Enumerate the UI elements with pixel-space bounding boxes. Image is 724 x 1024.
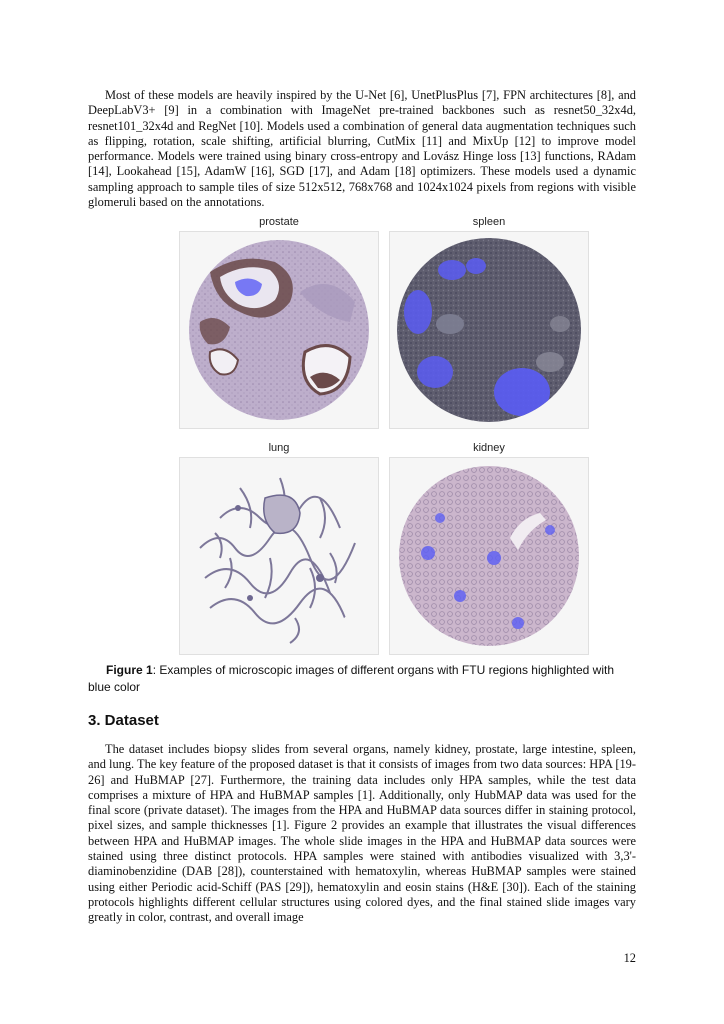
page-number: 12 [623, 951, 636, 965]
section-heading: 3. Dataset [88, 712, 159, 729]
lung-image [179, 457, 379, 655]
intro-paragraph: Most of these models are heavily inspired by the U-Net [6], UnetPlusPlus [7], FPN architectures [8], and DeepLabV3+ [9] in a combination with ImageNet pre-trained backbones such as resnet50_32x4d, resnet101_32x4d and RegNet [10]. Models used a combination of general data augmentation techniques such as flipping, rotation, scale shifting, artificial blurring, CutMix [11] and MixUp [12] to improve model performance. Models were trained using binary cross-entropy and Lovász Hinge loss [13] functions, RAdam [14], Lookahead [15], AdamW [16], SGD [17], and Adam [18] optimizers. These models used a dynamic sampling approach to sample tiles of size 512x512, 768x768 and 1024x1024 pixels from regions with visible glomeruli based on the annotations. [88, 88, 636, 210]
panel-label-kidney: kidney [473, 442, 505, 454]
figure-caption-text: : Examples of microscopic images of different organs with FTU regions highlighted with blue color [88, 663, 615, 694]
panel-label-spleen: spleen [472, 216, 506, 228]
prostate-tissue-core [180, 232, 378, 428]
lung-tissue-core [180, 458, 378, 654]
spleen-image [389, 231, 589, 429]
dataset-paragraph: The dataset includes biopsy slides from several organs, namely kidney, prostate, large intestine, spleen, and lung. The key feature of the proposed dataset is that it consists of images from two data sources: HPA [19-26] and HuBMAP [27]. Furthermore, the training data includes only HPA samples, while the test data comprises a mixture of HPA and HuBMAP samples [1]. Additionally, only HubMAP data was used for the final score (private dataset). The images from the HPA and HuBMAP data sources differ in staining protocol, pixel sizes, and sample thicknesses [1]. Figure 2 provides an example that illustrates the visual differences between HPA and HuBMAP images. The whole slide images in the HPA and HuBMAP data sources were stained using three distinct protocols. HPA samples were stained with antibodies visualized with 3,3'-diaminobenzidine (DAB [28]), counterstained with hematoxylin, whereas HuBMAP samples were stained using either Periodic acid-Schiff (PAS [29]), hematoxylin and eosin stains (H&E [30]). Each of the staining protocols highlights different cellular structures using colored dyes, and the final stained slide images vary greatly in color, contrast, and overall image [88, 742, 636, 925]
spleen-tissue-core [390, 232, 588, 428]
figure-caption-label: Figure 1 [106, 663, 153, 677]
panel-label-prostate: prostate [259, 216, 299, 228]
figure-caption [88, 662, 636, 696]
prostate-image [179, 231, 379, 429]
kidney-image [389, 457, 589, 655]
panel-label-lung: lung [268, 442, 290, 454]
kidney-tissue-core [390, 458, 588, 654]
